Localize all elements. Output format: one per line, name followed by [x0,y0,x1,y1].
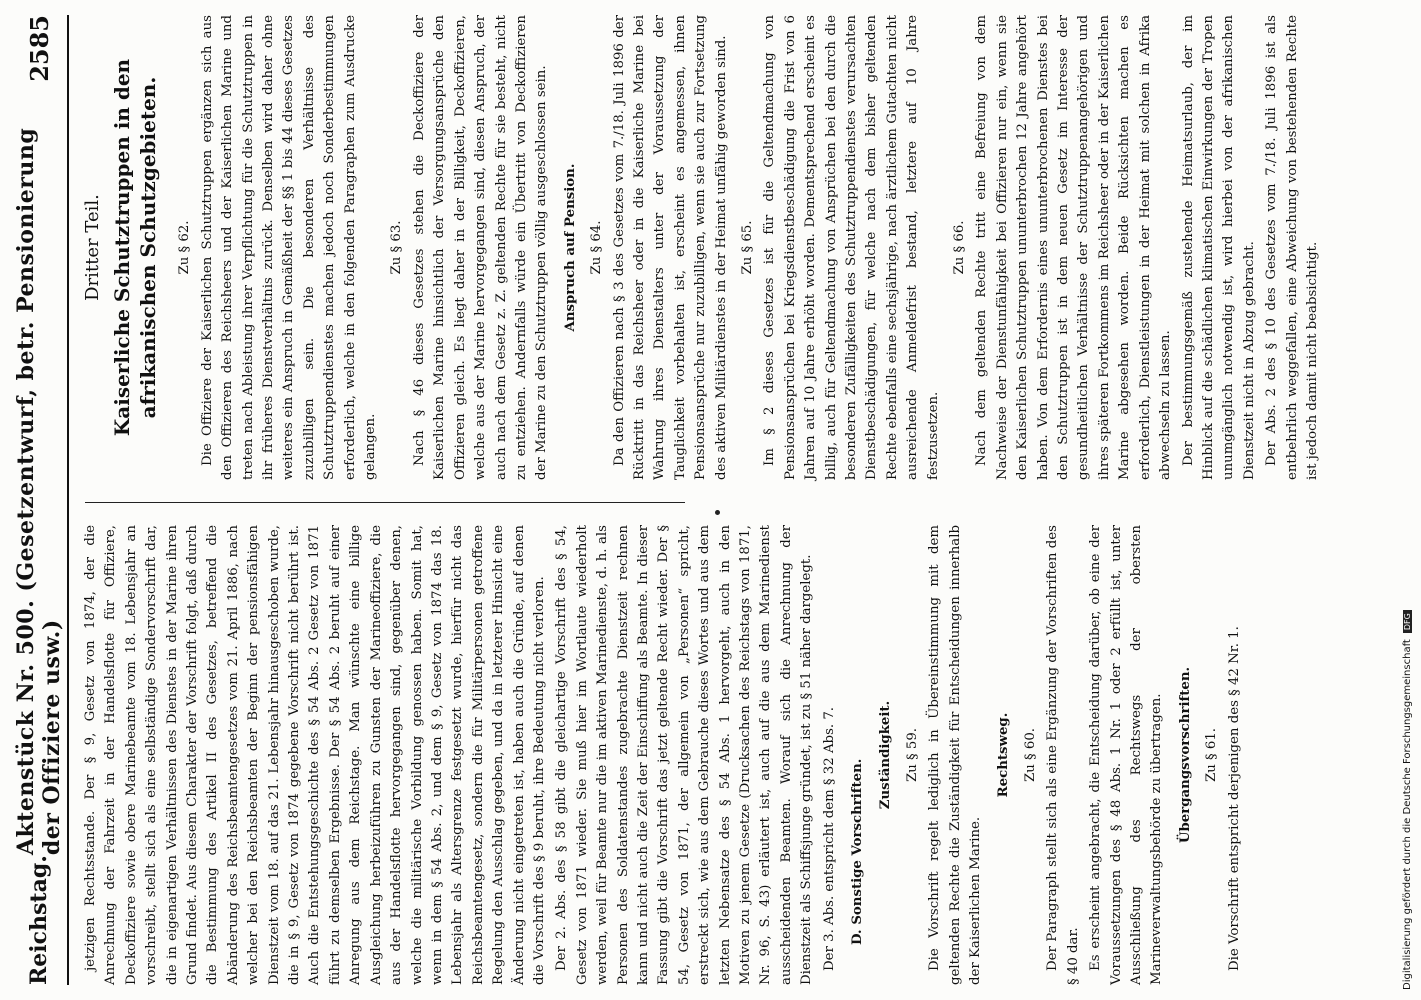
paragraph-ref-65: Zu § 65. [739,220,755,275]
dfg-logo: DFG [1403,610,1412,633]
paragraph: Im § 2 dieses Gesetzes ist für die Geltendmachung von Pensionsansprüchen bei Kriegsdienstbeschädigung die Frist von 6 Jahren auf 10 Jahre erhöht worden. Dementsprechend erscheint es billig, auch für Geltendmachung von Ansprüchen bei den durch die besonderen Zufälligkeiten des Schutztruppendienstes verursachten Dienstbeschädigungen, für welche nach dem bisher geltenden Rechte ebenfalls eine sechsjährige, nach ärztlichem Gutachten nicht ausreichende Anmeldefrist bestand, letztere auf 10 Jahre festzusetzen. [762,15,941,480]
paragraph: Der Abs. 2 des § 10 des Gesetzes vom 7./18. Juli 1896 ist als entbehrlich weggefallen, eine Abweichung von bestehenden Rechte ist jedoch damit nicht beabsichtigt. [1264,15,1320,480]
part-title: Kaiserliche Schutztruppen in den afrikanischen Schutzgebieten. [110,58,161,437]
paragraph: Nach § 46 dieses Gesetzes stehen die Deckoffiziere der Kaiserlichen Marine hinsichtlich der Versorgungsansprüche den Offizieren gleich. Es liegt daher in der Billigkeit, Deckoffizieren, welche aus der Marine hervorgegangen sind, diesen Anspruch, der auch nach dem Gesetz z. Z. geltenden Rechte für sie besteht, nicht zu entziehen. Andernfalls würde ein Übertritt von Deckoffizieren der Marine zu den Schutztruppen völlig ausgeschlossen sein. [411,15,550,480]
subheading-zustaendigkeit: Zuständigkeit. [878,700,894,810]
part-heading: Dritter Teil. [82,194,103,301]
column-divider [85,502,685,503]
print-mark [715,510,720,515]
digitization-credit [1400,370,1414,990]
paragraph: Die Vorschrift entspricht derjenigen des § 42 Nr. 1. [1226,626,1242,971]
running-header [15,15,63,985]
section-heading-d: D. Sonstige Vorschriften. [850,758,866,945]
paragraph: jetzigen Rechtsstande. Der § 9, Gesetz von 1874, der die Anrechnung der Fahrzeit in der Handelsflotte für Offiziere, Deckoffiziere sowie obere Marinebeamte vom 18. Lebensjahr an vorschreibt, stellt sich als eine selbständige Sondervorschrift dar, die in eigenartigen Verhältnissen des Dienstes in der Marine ihren Grund findet. Aus diesem Charakter der Vorschrift folgt, daß durch die Bestimmung des Artikel II des Gesetzes, betreffend die Abänderung des Reichsbeamtengesetzes vom 21. April 1886, nach welcher bei den Reichsbeamten der Beginn der pensionsfähigen Dienstzeit vom 18. auf das 21. Lebensjahr hinausgeschoben wurde, die in § 9, Gesetz von 1874 gegebene Vorschrift nicht berührt ist. Auch die Entstehungsgeschichte des § 54 Abs. 2 Gesetz von 1871 führt zu demselben Ergebnisse. Der § 54 Abs. 2 beruht auf einer Anregung aus dem Reichstage. Man wünschte eine billige Ausgleichung herbeizuführen zu Gunsten der Marineoffiziere, die aus der Handelsflotte hervorgegangen sind, gegenüber denen, welche die militärische Vorbildung genossen haben. Somit hat, wenn in dem § 54 Abs. 2, und dem § 9, Gesetz von 1874 das 18. Lebensjahr als Altersgrenze festgesetzt wurde, hierfür nicht das Reichsbeamtengesetz, sondern die für Militärpersonen getroffene Regelung den Ausschlag gegeben, und da in letzterer Hinsicht eine Änderung nicht eingetreten ist, haben auch die Gründe, auf denen die Vorschrift des § 9 beruht, ihre Bedeutung nicht verloren. [83,525,547,985]
paragraph: Die Offiziere der Kaiserlichen Schutztruppen ergänzen sich aus den Offizieren des Reichsheers und der Kaiserlichen Marine und treten nach Ableistung ihrer Verpflichtung für die Schutztruppen in ihr früheres Dienstverhältnis zurück. Denselben wird daher ohne weiteres ein Anspruch in Gemäßheit der §§ 1 bis 44 dieses Gesetzes zuzubilligen sein. Die besonderen Verhältnisse des Schutztruppendienstes machen jedoch noch Sonderbestimmungen erforderlich, welche in den folgenden Paragraphen zum Ausdrucke gelangen. [199,15,379,480]
paragraph-ref-63: Zu § 63. [389,220,405,275]
paragraph-ref-66: Zu § 66. [952,220,968,275]
paragraph: Es erscheint angebracht, die Entscheidung darüber, ob eine der Voraussetzungen des § 48 Abs. 1 Nr. 1 oder 2 erfüllt ist, unter Ausschließung des Rechtswegs der obersten Marineverwaltungsbehörde zu übertragen. [1088,525,1165,985]
paragraph-ref-64: Zu § 64. [589,220,605,275]
left-column [81,525,1242,985]
paragraph: Da den Offizieren nach § 3 des Gesetzes vom 7./18. Juli 1896 der Rücktritt in das Reichsheer oder in die Kaiserliche Marine bei Wahrung ihres Dienstalters unter der Voraussetzung der Tauglichkeit vorbehalten ist, erscheint es angemessen, ihnen Pensionsansprüche nur zuzubilligen, wenn sie auch zur Fortsetzung des aktiven Militärdienstes in der Heimat unfähig geworden sind. [611,15,729,480]
paragraph: Nach dem geltenden Rechte tritt eine Befreiung von dem Nachweise der Dienstunfähigkeit bei Offizieren nur ein, wenn sie den Kaiserlichen Schutztruppen ununterbrochen 12 Jahre angehört haben. Von dem Erfordernis eines ununterbrochenen Dienstes bei den Schutztruppen ist in dem neuen Gesetz im Interesse der gesundheitlichen Verhältnisse der Schutztruppenangehörigen und ihres späteren Fortkommens im Reichsheer oder in der Kaiserlichen Marine abgesehen worden. Beide Rücksichten machen es erforderlich, Dienstleistungen in der Heimat mit solchen in Afrika abwechseln zu lassen. [974,15,1174,480]
credit-text: Digitalisierung gefördert durch die Deutsche Forschungsgemeinschaft [1401,639,1413,990]
paragraph-ref-62: Zu § 62. [177,220,193,275]
paragraph: Der bestimmungsgemäß zustehende Heimatsurlaub, der im Hinblick auf die schädlichen klimatischen Einwirkungen der Tropen unumgänglich notwendig ist, wird hierbei von der afrikanischen Dienstzeit nicht in Abzug gebracht. [1180,15,1257,480]
paragraph: Der 2. Abs. des § 58 gibt die gleichartige Vorschrift des § 54, Gesetz von 1871 wieder. Sie muß hier im Wortlaute wiederholt werden, weil für Beamte nur die im aktiven Marinedienste, d. h. als Personen des Soldatenstandes zugebrachte Dienstzeit rechnen kann und nicht auch die Zeit der Einschiffung als Beamte. In dieser Fassung gibt die Vorschrift das jetzt geltende Recht wieder. Der § 54, Gesetz von 1871, der allgemein von „Personen“ spricht, erstreckt sich, wie aus dem Gebrauche dieses Wortes und aus dem letzten Nebensatze des § 54 Abs. 1 hervorgeht, auch in den Motiven zu jenem Gesetze (Drucksachen des Reichstags von 1871, Nr. 96, S. 43) erläutert ist, auch auf die aus dem Marinedienst ausscheidenden Beamten. Worauf sich die Anrechnung der Dienstzeit als Schiffsjunge gründet, ist zu § 51 näher dargelegt. [554,525,815,985]
header-left: Reichstag. [26,855,52,985]
paragraph-ref-61: Zu § 61. [1204,727,1220,783]
subheading-pension: Anspruch auf Pension. [562,163,578,332]
paragraph: Der 3. Abs. entspricht dem § 32 Abs. 7. [821,706,837,971]
paragraph: Der Paragraph stellt sich als eine Ergänzung der Vorschriften des § 40 dar. [1045,525,1081,985]
header-rule [67,15,69,985]
paragraph: Die Vorschrift regelt lediglich in Übereinstimmung mit dem geltenden Rechte die Zuständigkeit für Entscheidungen innerhalb der Kaiserlichen Marine. [927,525,984,985]
page-number: 2585 [24,15,54,82]
rotated-document-page [15,15,1370,985]
subheading-rechtsweg: Rechtsweg. [996,712,1012,798]
paragraph-ref-59: Zu § 59. [904,727,920,783]
paragraph-ref-60: Zu § 60. [1022,727,1038,783]
subheading-uebergang: Übergangsvorschriften. [1177,666,1193,844]
header-title: Aktenstück Nr. 500. (Gesetzentwurf, betr. Pensionierung der Offiziere usw.) [13,127,65,856]
right-column [81,15,1320,480]
